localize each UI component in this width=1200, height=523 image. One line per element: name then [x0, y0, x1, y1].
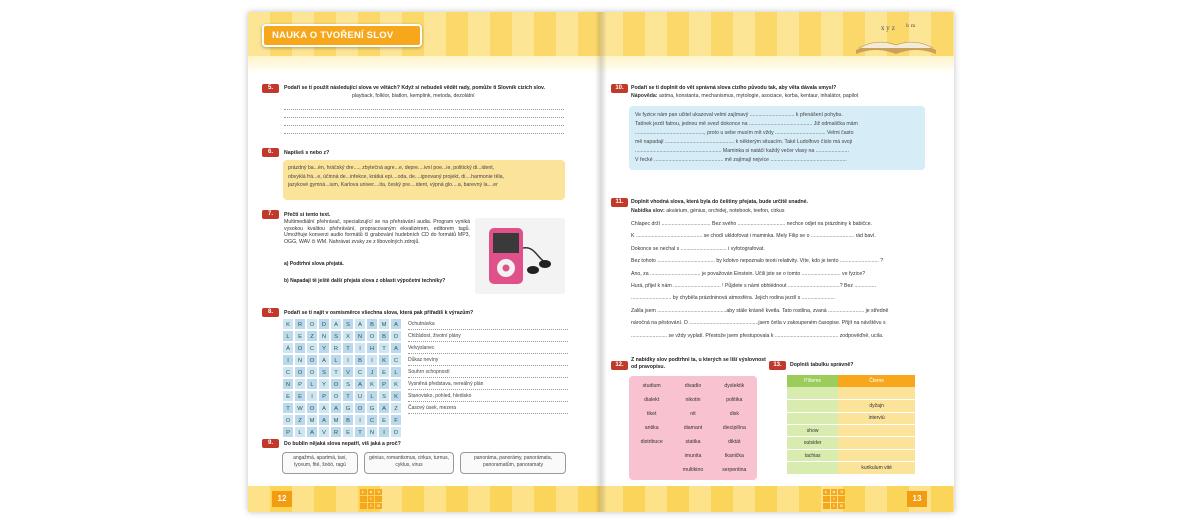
- svg-text:b m: b m: [906, 23, 916, 29]
- task13-table[interactable]: [787, 375, 915, 475]
- grid-cell[interactable]: S: [342, 378, 354, 390]
- word-item[interactable]: antika: [644, 425, 659, 431]
- grid-cell[interactable]: O: [306, 318, 318, 330]
- grid-cell[interactable]: A: [318, 414, 330, 426]
- grid-cell[interactable]: O: [294, 366, 306, 378]
- grid-cell[interactable]: O: [306, 402, 318, 414]
- cell-reading[interactable]: [838, 437, 915, 449]
- grid-cell[interactable]: K: [378, 354, 390, 366]
- hint-words: astma, konstanta, mechanismus, mytologie, asociace, korba, kentaur, inhalátor, papilot: [658, 93, 859, 99]
- grid-cell[interactable]: N: [354, 330, 366, 342]
- grid-cell[interactable]: M: [306, 414, 318, 426]
- grid-cell[interactable]: L: [330, 354, 342, 366]
- grid-cell[interactable]: D: [390, 426, 402, 438]
- word-item[interactable]: serpentina: [722, 467, 747, 473]
- grid-cell[interactable]: S: [342, 318, 354, 330]
- task10-question: Podaří se ti doplnit do vět správná slova cizího původu tak, aby věta dávala smysl?: [631, 85, 837, 91]
- grid-cell[interactable]: B: [354, 354, 366, 366]
- offer-label: Nabídka slov:: [631, 208, 665, 214]
- word-item[interactable]: diecipilína: [722, 425, 746, 431]
- task7-b: b) Napadají tě ještě další přejatá slova z oblasti výpočetní techniky?: [284, 278, 446, 284]
- grid-cell[interactable]: U: [354, 390, 366, 402]
- clue-item[interactable]: Ochutnávka: [408, 318, 568, 330]
- cell-writing[interactable]: [787, 462, 838, 474]
- word-item[interactable]: dialekt: [644, 397, 660, 403]
- word-item[interactable]: disk: [729, 411, 739, 417]
- task7-a: a) Podtrhni slova přejatá.: [284, 261, 344, 267]
- grid-cell[interactable]: K: [390, 390, 402, 402]
- grid-cell[interactable]: C: [306, 342, 318, 354]
- grid-cell[interactable]: I: [354, 414, 366, 426]
- clue-item[interactable]: Časový úsek, mezera: [408, 402, 568, 414]
- grid-cell[interactable]: D: [390, 330, 402, 342]
- grid-cell[interactable]: P: [378, 378, 390, 390]
- grid-cell[interactable]: G: [366, 402, 378, 414]
- table-header-writing: Píšeme: [787, 375, 838, 387]
- grid-cell[interactable]: B: [378, 330, 390, 342]
- grid-cell[interactable]: V: [342, 366, 354, 378]
- task10-line: Tatínek jezdí fatrou, jednou mě svezl dokonce na ............................................ Již odmalička mám: [635, 120, 858, 127]
- textbook-spread: [248, 12, 954, 512]
- grid-cell[interactable]: T: [342, 342, 354, 354]
- task11-line: Bez tohoto ........................................ by kdotvo nepoznalo teorii relativity. Víte, kdo je tento ........................... ?: [631, 258, 884, 265]
- grid-cell[interactable]: T: [282, 402, 294, 414]
- grid-cell[interactable]: T: [378, 342, 390, 354]
- grid-cell[interactable]: C: [366, 414, 378, 426]
- hint-label: Nápověda:: [631, 93, 658, 99]
- grid-cell[interactable]: T: [354, 426, 366, 438]
- task-number-13: 13.: [769, 361, 786, 370]
- task10-line: mě napadají ................................................ k některým situacím. Také Ludolfovo číslo má svoji: [635, 138, 852, 145]
- publisher-logo: L A V I I K: [360, 489, 382, 509]
- section-title: NAUKA O TVOŘENÍ SLOV: [262, 24, 422, 47]
- grid-cell[interactable]: O: [330, 378, 342, 390]
- grid-cell[interactable]: A: [354, 318, 366, 330]
- task13-question: Doplníš tabulku správně?: [790, 362, 854, 368]
- clue-item[interactable]: Chlžádost, životní plány: [408, 330, 568, 342]
- clue-item[interactable]: Souhrn schopností: [408, 366, 568, 378]
- grid-cell[interactable]: R: [294, 318, 306, 330]
- grid-cell[interactable]: Y: [318, 378, 330, 390]
- table-row: [787, 449, 915, 461]
- task6-question: Napíšeš s nebo z?: [284, 150, 330, 156]
- word-item[interactable]: diamant: [683, 425, 703, 431]
- right-page: [601, 12, 954, 512]
- left-page: [248, 12, 601, 512]
- grid-cell[interactable]: C: [354, 366, 366, 378]
- grid-cell[interactable]: M: [378, 318, 390, 330]
- open-book-icon: [851, 18, 941, 58]
- task9-bubble-2[interactable]: génius, romantismus, cirkus, turnus, cyklus, virus: [364, 452, 454, 474]
- task9-bubble-3[interactable]: panoráma, panorámy, panorámata, panoramatům, panoramaty: [460, 452, 566, 474]
- grid-cell[interactable]: E: [282, 390, 294, 402]
- grid-cell[interactable]: L: [294, 426, 306, 438]
- word-item[interactable]: statika: [685, 439, 701, 445]
- grid-cell[interactable]: A: [330, 318, 342, 330]
- grid-cell[interactable]: O: [306, 354, 318, 366]
- task10-box[interactable]: [629, 106, 925, 170]
- grid-cell[interactable]: E: [294, 390, 306, 402]
- task11-offer: [631, 208, 941, 215]
- task-number-7: 7.: [262, 210, 279, 219]
- cell-reading[interactable]: dyžajn: [838, 400, 915, 412]
- grid-cell[interactable]: S: [330, 330, 342, 342]
- grid-cell[interactable]: I: [282, 354, 294, 366]
- grid-cell[interactable]: B: [342, 414, 354, 426]
- grid-cell[interactable]: S: [378, 390, 390, 402]
- task6-line: jazykové gymná...ium, Karlova univer....ita, český pre....ident, výpná glo....a, barevný la....er: [288, 182, 498, 188]
- task-number-10: 10.: [611, 84, 628, 93]
- grid-cell[interactable]: N: [318, 330, 330, 342]
- word-item[interactable]: imunita: [684, 453, 702, 459]
- task7-question: Přečti si tento text.: [284, 212, 331, 218]
- task-number-6: 6.: [262, 148, 279, 157]
- grid-cell[interactable]: I: [306, 390, 318, 402]
- task12-question: Z nabídky slov podtrhni ta, u kterých se liší výslovnost od pravopisu.: [631, 357, 766, 370]
- cell-writing[interactable]: outsider: [787, 437, 838, 449]
- grid-cell[interactable]: O: [282, 414, 294, 426]
- page-fold: [595, 12, 607, 512]
- cell-reading[interactable]: kurikulum vité: [838, 462, 915, 474]
- task11-line: náročná na pěstování. O ................................................jsem četla v zakoupeném časopise. Přijít na návštěvu s: [631, 320, 886, 327]
- word-item[interactable]: multikino: [682, 467, 704, 473]
- task-number-9: 9.: [262, 439, 279, 448]
- word-item[interactable]: studium: [642, 383, 661, 389]
- word-item[interactable]: nikotin: [685, 397, 701, 403]
- grid-cell[interactable]: F: [390, 414, 402, 426]
- grid-cell[interactable]: Y: [318, 342, 330, 354]
- page-number-right: 13: [907, 491, 927, 507]
- cell-writing[interactable]: [787, 400, 838, 412]
- task12-word-box[interactable]: [629, 376, 757, 480]
- grid-cell[interactable]: A: [306, 426, 318, 438]
- task7-text: Multimediální přehrávač, specializující se na přehrávání audia. Program vyniká vysokou kvalitou přehrávání, propracovaným ekvalizérem, editorem tagů. Umožňuje konverzi audio formátů či grabování hudebních CD do formátů MP3, OGG, WAV či WM. Nahrávat zvuky ze z libovolných zdrojů.: [284, 219, 470, 245]
- svg-text:x y z: x y z: [881, 25, 895, 32]
- clue-item[interactable]: Velvyslanec: [408, 342, 568, 354]
- task11-line: ......................... se vždy vyplatí. Přestože jsem přestupovala k ............................................ zodpověďně, ucila.: [631, 332, 884, 339]
- grid-cell[interactable]: T: [342, 390, 354, 402]
- grid-cell[interactable]: O: [366, 330, 378, 342]
- grid-cell[interactable]: R: [330, 426, 342, 438]
- task11-line: ............................ by chyběla prázdninová atmosféra. Jejich rodina jezdí s .......................: [631, 295, 835, 302]
- word-item[interactable]: diktát: [728, 439, 741, 445]
- task10-line: ................................................, proto u sebe musím mít vždy ................................... Velmi často: [635, 129, 854, 136]
- cell-writing[interactable]: tachias: [787, 449, 838, 461]
- task11-line: Chlapec drží .................................. Bez svého ................................. nechce odjet na prázdniny k babičce.: [631, 221, 873, 227]
- word-item[interactable]: dyslektik: [724, 383, 745, 389]
- word-item[interactable]: tkanička: [724, 453, 744, 459]
- grid-cell[interactable]: G: [342, 402, 354, 414]
- task9-bubble-1[interactable]: angažmá, apartmá, taxi, lyceum, fité, šoóó, ragú: [282, 452, 358, 474]
- clue-item[interactable]: Stanovisko, pohled, hledisko: [408, 390, 568, 402]
- grid-cell[interactable]: A: [354, 378, 366, 390]
- grid-cell[interactable]: N: [366, 426, 378, 438]
- task6-box[interactable]: [283, 160, 565, 200]
- task-number-11: 11.: [611, 198, 628, 207]
- grid-cell[interactable]: N: [294, 354, 306, 366]
- word-item[interactable]: tiket: [646, 411, 657, 417]
- grid-cell[interactable]: I: [366, 354, 378, 366]
- task11-line: Hurá, přijel k nám ................................. ! Půjdete s námi obhlédnout ....................................? Bez ...............: [631, 283, 877, 290]
- grid-cell[interactable]: N: [282, 378, 294, 390]
- grid-cell[interactable]: P: [294, 378, 306, 390]
- clue-item[interactable]: Důkaz nevíny: [408, 354, 568, 366]
- grid-cell[interactable]: P: [282, 426, 294, 438]
- grid-cell[interactable]: K: [282, 318, 294, 330]
- table-header-reading: Čteme: [838, 375, 915, 387]
- clue-item[interactable]: Vysněná představa, nereálný plán: [408, 378, 568, 390]
- task6-line: obvyklá frá...e, účinná de...infekce, krátká epi....oda, de....ignovaný projekt, di....harmonie těla,: [288, 173, 504, 180]
- grid-cell[interactable]: O: [294, 342, 306, 354]
- grid-cell[interactable]: O: [330, 390, 342, 402]
- task5-question: Podaří se ti použít následující slova ve větách? Když si nebudeš vědět rady, pomůže ti Slovník cizích slov.: [284, 85, 545, 91]
- grid-cell[interactable]: B: [366, 318, 378, 330]
- grid-cell[interactable]: E: [378, 414, 390, 426]
- task-number-12: 12.: [611, 361, 628, 370]
- task9-question: Do bublin nějaká slova nepatří, víš jaká a proč?: [284, 441, 401, 447]
- publisher-logo: L A V I I K: [823, 489, 845, 509]
- word-item[interactable]: distribuce: [640, 439, 663, 445]
- grid-cell[interactable]: E: [378, 366, 390, 378]
- grid-cell[interactable]: P: [318, 390, 330, 402]
- cell-writing[interactable]: [787, 412, 838, 424]
- grid-cell[interactable]: L: [306, 378, 318, 390]
- grid-cell[interactable]: L: [390, 366, 402, 378]
- table-row: [787, 437, 915, 449]
- cell-reading[interactable]: [838, 387, 915, 399]
- grid-cell[interactable]: O: [354, 402, 366, 414]
- task6-line: prázdný ba...én, hráčský dre...., zbytečná agre...e, depre....ivní poe...ie, politický di...ident,: [288, 165, 495, 171]
- grid-cell[interactable]: K: [366, 378, 378, 390]
- task8-question: Podaří se ti najít v osmisměrce všechna slova, která pak přiřadíš k výrazům?: [284, 310, 474, 316]
- grid-cell[interactable]: T: [330, 366, 342, 378]
- grid-cell[interactable]: I: [342, 354, 354, 366]
- table-row: [787, 387, 915, 399]
- grid-cell[interactable]: Z: [294, 414, 306, 426]
- task-number-8: 8.: [262, 308, 279, 317]
- grid-cell[interactable]: L: [282, 330, 294, 342]
- task5-answer-lines[interactable]: [284, 102, 564, 134]
- grid-cell[interactable]: C: [282, 366, 294, 378]
- table-row: [787, 425, 915, 437]
- task10-line: ............................................................ Maminka si natáčí každý večer vlasy na .......................: [635, 147, 849, 154]
- grid-cell[interactable]: Z: [306, 330, 318, 342]
- task11-line: Dokonce se nechal s ................................ i vyfotografovat.: [631, 245, 765, 252]
- cell-reading[interactable]: [838, 449, 915, 461]
- cell-reading[interactable]: [838, 425, 915, 437]
- table-row: [787, 412, 915, 424]
- grid-cell[interactable]: A: [318, 354, 330, 366]
- task11-line: K .............................................. se chodí ukldofovat i maminka. Mely Filip se o .............................. rád baví.: [631, 233, 876, 240]
- grid-cell[interactable]: A: [378, 402, 390, 414]
- task10-line: Ve fyzice nám pan učitel ukazoval velmi zajímavý ............................... k přenášení pohybu.: [635, 112, 843, 118]
- table-row: [787, 462, 915, 474]
- task11-lines[interactable]: [631, 218, 949, 342]
- word-search-grid[interactable]: [282, 318, 402, 438]
- grid-cell[interactable]: E: [294, 330, 306, 342]
- grid-cell[interactable]: D: [318, 318, 330, 330]
- grid-cell[interactable]: O: [306, 366, 318, 378]
- grid-cell[interactable]: A: [318, 402, 330, 414]
- footer-band: [248, 486, 601, 512]
- grid-cell[interactable]: A: [390, 318, 402, 330]
- grid-cell[interactable]: L: [366, 390, 378, 402]
- cell-writing[interactable]: show: [787, 425, 838, 437]
- task-number-5: 5.: [262, 84, 279, 93]
- grid-cell[interactable]: I: [354, 342, 366, 354]
- task11-line: Ano, za ................................... je považován Einstein. Učili jste se o tomto ........................... ve fyzice?: [631, 270, 866, 277]
- grid-cell[interactable]: J: [366, 366, 378, 378]
- grid-cell[interactable]: A: [330, 402, 342, 414]
- cell-writing[interactable]: [787, 387, 838, 399]
- grid-cell[interactable]: W: [294, 402, 306, 414]
- grid-cell[interactable]: K: [390, 378, 402, 390]
- grid-cell[interactable]: X: [342, 330, 354, 342]
- grid-cell[interactable]: C: [390, 354, 402, 366]
- grid-cell[interactable]: Á: [282, 342, 294, 354]
- task8-clue-list[interactable]: [408, 318, 568, 414]
- page-number-left: 12: [272, 491, 292, 507]
- task5-words: playback, folklor, biatlon, kemplink, metoda, dezolátní: [352, 93, 475, 99]
- task10-hint: [631, 93, 941, 100]
- grid-cell[interactable]: M: [330, 414, 342, 426]
- grid-cell[interactable]: Z: [390, 402, 402, 414]
- word-item[interactable]: [631, 453, 672, 459]
- task11-line: Zalila jsem ................................................aby stále krásně kvetla. Tato rostlina, zvaná ......................... je středně: [631, 307, 889, 314]
- word-item[interactable]: politika: [726, 397, 743, 403]
- cell-reading[interactable]: interviú: [838, 412, 915, 424]
- table-row: [787, 400, 915, 412]
- word-item[interactable]: nit: [690, 411, 696, 417]
- grid-cell[interactable]: E: [342, 426, 354, 438]
- grid-cell[interactable]: I: [378, 426, 390, 438]
- mp3-player-image: [475, 218, 565, 294]
- grid-cell[interactable]: R: [330, 342, 342, 354]
- task11-question: Doplnit vhodná slova, která byla do češtiny přejata, bude určitě snadné.: [631, 199, 808, 205]
- word-item[interactable]: [631, 467, 672, 473]
- task10-line: V řecké ................................................ mě zajímají nejvíce .....................................................: [635, 156, 847, 163]
- word-item[interactable]: divadlo: [684, 383, 702, 389]
- grid-cell[interactable]: H: [366, 342, 378, 354]
- offer-words: akvárium, génius, orchidej, notebook, teefon, cirkus: [666, 208, 785, 214]
- grid-cell[interactable]: V: [318, 426, 330, 438]
- grid-cell[interactable]: S: [318, 366, 330, 378]
- grid-cell[interactable]: A: [390, 342, 402, 354]
